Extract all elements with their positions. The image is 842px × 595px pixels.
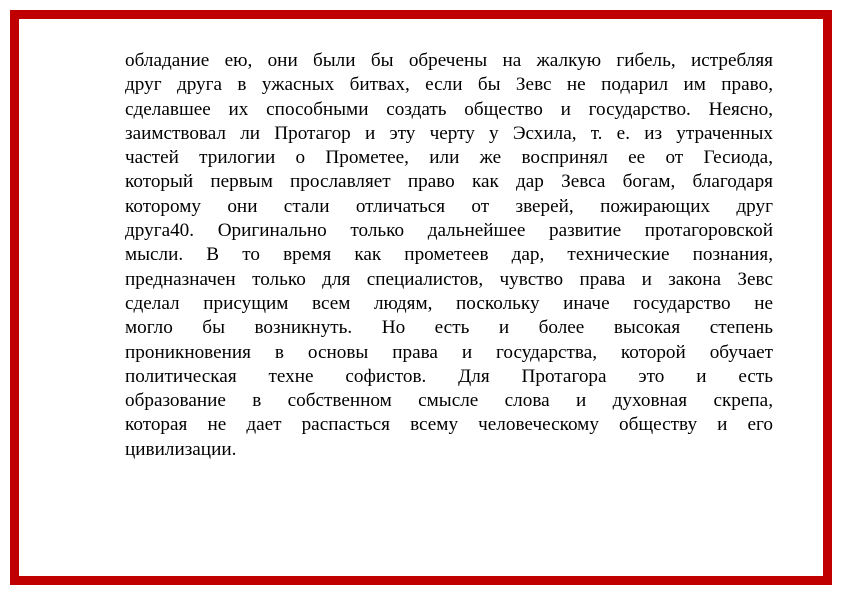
text-line: сделал присущим всем людям, поскольку иначе государство не <box>125 292 773 314</box>
text-line: политическая техне софистов. Для Протагора это и есть <box>125 365 773 387</box>
text-line: друг друга в ужасных битвах, если бы Зевс не подарил им право, <box>125 74 773 96</box>
text-line: мысли. В то время как прометеев дар, технические познания, <box>125 244 773 266</box>
document-body <box>125 49 773 462</box>
text-line: проникновения в основы права и государства, которой обучает <box>125 341 773 363</box>
text-line: образование в собственном смысле слова и духовная скрепа, <box>125 390 773 412</box>
text-line: предназначен только для специалистов, чувство права и закона Зевс <box>125 268 773 290</box>
text-line-last: цивилизации. <box>125 438 237 460</box>
text-line: которому они стали отличаться от зверей, пожирающих друг <box>125 195 773 217</box>
text-line: заимствовал ли Протагор и эту черту у Эсхила, т. е. из утраченных <box>125 122 773 144</box>
text-line: который первым прославляет право как дар Зевса богам, благодаря <box>125 171 773 193</box>
text-line: могло бы возникнуть. Но есть и более высокая степень <box>125 317 773 339</box>
text-line: сделавшее их способными создать общество и государство. Неясно, <box>125 98 773 120</box>
text-line: частей трилогии о Прометее, или же воспринял ее от Гесиода, <box>125 147 773 169</box>
text-line: обладание ею, они были бы обречены на жалкую гибель, истребляя <box>125 50 773 71</box>
text-line: которая не дает распасться всему человеческому обществу и его <box>125 414 773 436</box>
text-line: друга40. Оригинально только дальнейшее развитие протагоровской <box>125 220 773 242</box>
